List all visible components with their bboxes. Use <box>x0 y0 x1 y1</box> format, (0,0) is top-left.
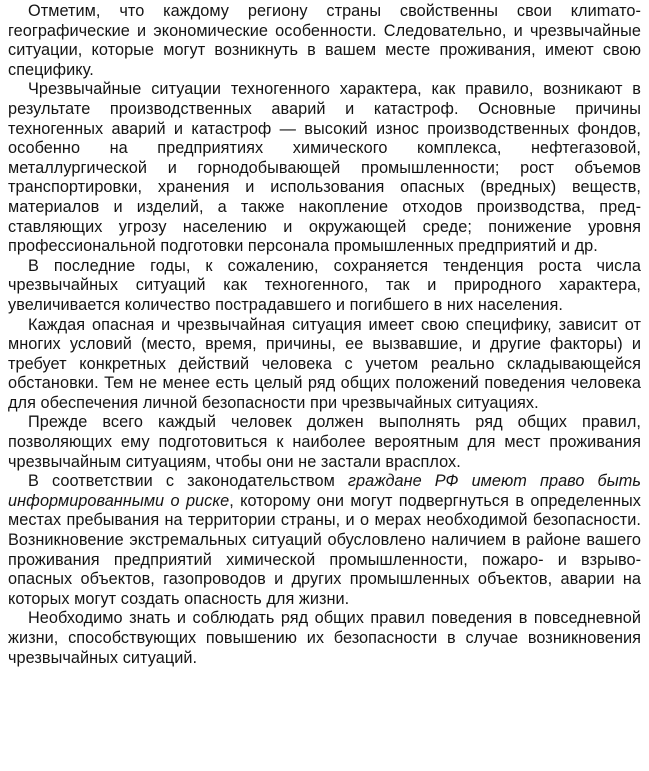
paragraph-technogenic-causes: Чрезвычайные ситуации техногенного характера, как правило, возникают в результате производственных аварий и катастроф. Основные причины техногенных аварий и катастроф — высокий износ производственных фондов, особенно на предприятиях химического комплекса, нефтегазовой, металлургической и горнодобывающей промышленности; рост объемов транспортировки, хранения и использования опасных (вредных) веществ, материалов и изделий, а также накопление отходов производства, представляющих угрозу населению и окружающей среде; понижение уровня профессиональной подготовки персонала промышленных предприятий и др. <box>8 80 641 256</box>
legislation-text-before: В соответствии с законодательством <box>28 472 348 491</box>
paragraph-legislation <box>8 472 641 609</box>
legislation-emphasis: граждане РФ имеют право быть информированными о риске <box>8 472 642 510</box>
paragraph-general-rules: Прежде всего каждый человек должен выполнять ряд общих правил, позволяющих ему подготовиться к наиболее вероятным для мест проживания чрезвычайным ситуациям, чтобы они не застали врасплох. <box>8 413 641 471</box>
paragraph-everyday-rules: Необходимо знать и соблюдать ряд общих правил поведения в повседневной жизни, способствующих повышению их безопасности в случае возникновения чрезвычайных ситуаций. <box>8 609 641 667</box>
paragraph-situation-specifics: Каждая опасная и чрезвычайная ситуация имеет свою специфику, зависит от многих условий (место, время, причины, ее вызвавшие, и другие факторы) и требует конкретных действий человека с учетом реально складывающейся обстановки. Тем не менее есть целый ряд общих положений поведения человека для обеспечения личной безопасности при чрезвычайных ситуациях. <box>8 315 641 412</box>
paragraph-regional-specifics: Отметим, что каждому региону страны свойственны свои клиmато-географические и экономические особенности. Следовательно, и чрезвычайные ситуации, которые могут возникнуть в вашем месте проживания, имеют свою специфику. <box>8 2 641 79</box>
legislation-text-after: , которому они могут подвергнуться в определенных местах пребывания на территории страны, и о мерах необходимой безопасности. Возникновение экстремальных ситуаций обусловлено наличием в районе вашего проживания предприятий химической промышленности, пожаро- и взрывоопасных объектов, газопроводов и других промышленных объектов, аварии на которых могут создать опасность для жизни. <box>8 491 641 608</box>
paragraph-growth-trend: В последние годы, к сожалению, сохраняется тенденция роста числа чрезвычайных ситуаций как техногенного, так и природного характера, увеличивается количество пострадавшего и погибшего в них населения. <box>8 256 641 314</box>
